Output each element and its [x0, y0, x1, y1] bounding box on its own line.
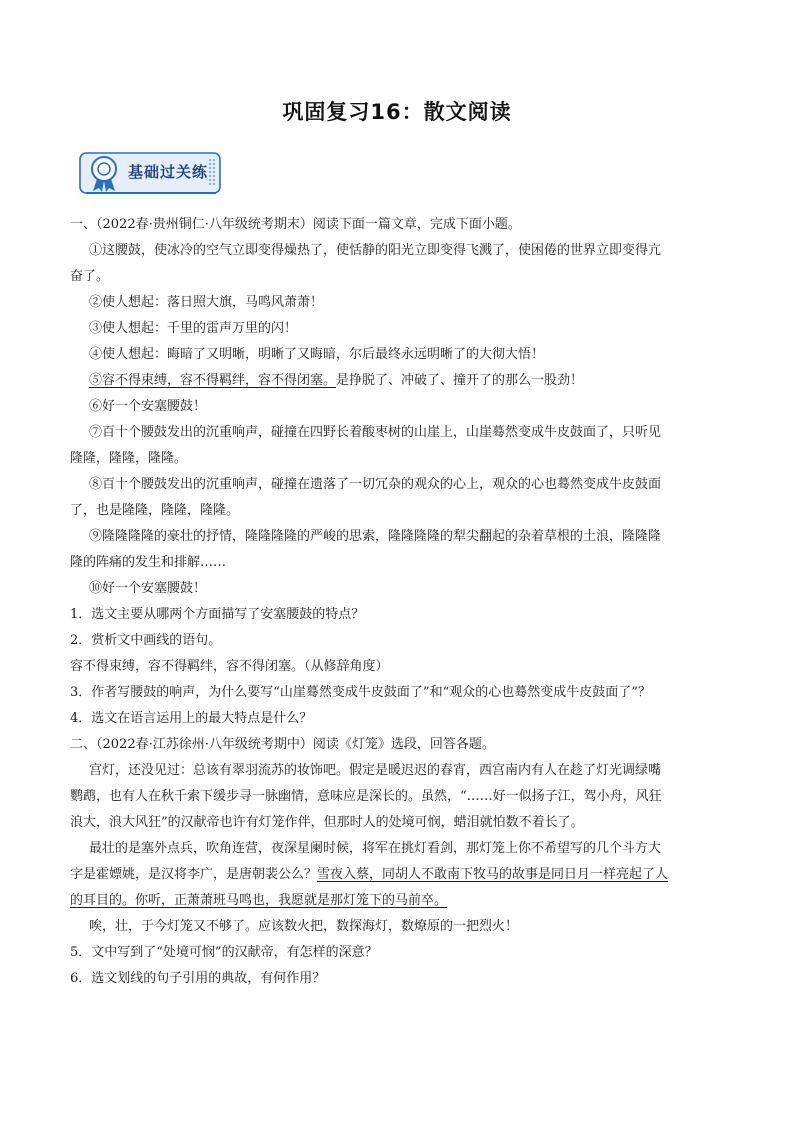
- paragraph-line: 了，也是隆隆，隆隆，隆隆。: [70, 503, 240, 518]
- paragraph-line: ①这腰鼓，使冰冷的空气立即变得燥热了，使恬静的阳光立即变得飞溅了，使困倦的世界立即变得亢: [89, 243, 662, 258]
- question-2: 2．赏析文中画线的语句。: [70, 633, 222, 648]
- paragraph-line: ⑦百十个腰鼓发出的沉重响声，碰撞在四野长着酸枣树的山崖上，山崖蓦然变成牛皮鼓面了，只听见: [89, 425, 662, 440]
- paragraph-line: ⑥好一个安塞腰鼓！: [89, 399, 207, 414]
- underlined-sentence: ⑤容不得束缚，容不得羁绊，容不得闭塞。: [89, 373, 337, 388]
- paragraph-line: [70, 368, 724, 394]
- paragraph-line: 宫灯，还没见过：总该有翠羽流苏的妆饰吧。假定是暖迟迟的春宵，西宫南内有人在趁了灯光调绿嘴: [89, 763, 662, 778]
- question-6: 6．选文划线的句子引用的典故，有何作用？: [70, 971, 326, 986]
- paragraph-line: 隆的阵痛的发生和排解……: [70, 555, 227, 570]
- paragraph-line: ⑩好一个安塞腰鼓！: [89, 581, 207, 596]
- paragraph-line: ③使人想起：千里的雷声万里的闪！: [89, 321, 298, 336]
- paragraph-line: 奋了。: [70, 269, 110, 284]
- section-badge: [78, 149, 224, 197]
- sentence-text: 是挣脱了、冲破了、撞开了的那么一股劲！: [336, 373, 584, 388]
- paragraph-line: 最壮的是塞外点兵，吹角连营，夜深星阑时候，将军在挑灯看剑，那灯笼上你不希望写的几个斗方大: [89, 841, 662, 856]
- section2-intro: 二、（2022春·江苏徐州·八年级统考期中）阅读《灯笼》选段，回答各题。: [70, 737, 495, 752]
- paragraph-line: ⑧百十个腰鼓发出的沉重响声，碰撞在遗落了一切冗杂的观众的心上，观众的心也蓦然变成牛皮鼓面: [89, 477, 662, 492]
- paragraph-line: 鹦鹉，也有人在秋千索下缓步寻一脉幽情，意味应是深长的。虽然，“……好一似扬子江，驾小舟，风狂: [70, 789, 662, 804]
- paragraph-line: ⑨隆隆隆隆的豪壮的抒情，隆隆隆隆的严峻的思索，隆隆隆隆的犁尖翻起的杂着草根的土浪，隆隆隆: [89, 529, 662, 544]
- question-2-sentence: 容不得束缚，容不得羁绊，容不得闭塞。（从修辞角度）: [70, 659, 389, 674]
- paragraph-line: 浪大，浪大风狂”的汉献帝也许有灯笼作伴，但那时人的处境可悯，蜡泪就怕数不着长了。: [70, 815, 584, 830]
- underlined-sentence: 的耳目的。你听，正萧萧班马鸣也，我愿就是那灯笼下的马前卒。: [70, 893, 448, 908]
- page-title: 巩固复习16：散文阅读: [282, 100, 512, 124]
- paragraph-line: 隆隆，隆隆，隆隆。: [70, 451, 188, 466]
- question-4: 4．选文在语言运用上的最大特点是什么？: [70, 711, 313, 726]
- paragraph-line: [70, 862, 724, 888]
- sentence-text: 字是霍嫖姚，是汉将李广，是唐朝裴公么？: [70, 867, 318, 882]
- worksheet-body: [70, 212, 724, 992]
- paragraph-line: [70, 888, 724, 914]
- question-1: 1．选文主要从哪两个方面描写了安塞腰鼓的特点？: [70, 607, 365, 622]
- paragraph-line: 唉，壮，于今灯笼又不够了。应该数火把，数探海灯，数燎原的一把烈火！: [89, 919, 519, 934]
- paragraph-line: ④使人想起：晦暗了又明晰，明晰了又晦暗，尔后最终永远明晰了的大彻大悟！: [89, 347, 545, 362]
- question-3: 3．作者写腰鼓的响声，为什么要写“山崖蓦然变成牛皮鼓面了”和“观众的心也蓦然变成牛皮鼓面了”？: [70, 685, 651, 700]
- paragraph-line: ②使人想起：落日照大旗，马鸣风萧萧！: [89, 295, 324, 310]
- section1-intro: 一、（2022春·贵州铜仁·八年级统考期末）阅读下面一篇文章，完成下面小题。: [70, 217, 521, 232]
- question-5: 5．文中写到了“处境可悯”的汉献帝，有怎样的深意？: [70, 945, 378, 960]
- underlined-sentence: 雪夜入蔡，同胡人不敢南下牧马的故事是同日月一样亮起了人: [317, 867, 669, 882]
- badge-label: 基础过关练: [128, 163, 209, 181]
